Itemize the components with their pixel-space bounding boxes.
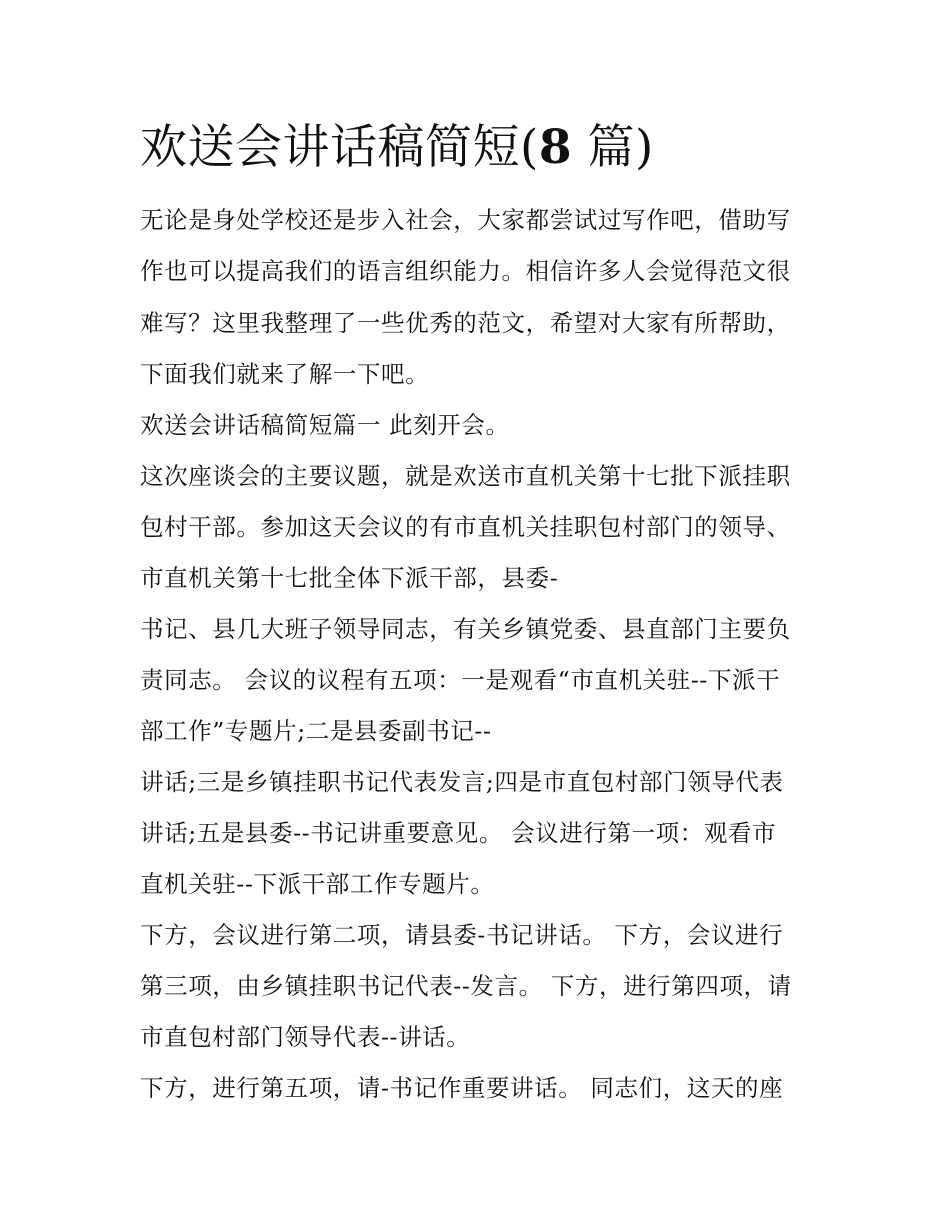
paragraph-line-13: 讲话;五是县委--书记讲重要意见。 会议进行第一项：观看市 [140, 819, 777, 847]
title-text-end: 篇) [572, 120, 654, 175]
paragraph-line-18: 下方，进行第五项，请-书记作重要讲话。 同志们，这天的座 [140, 1074, 784, 1102]
paragraph-line-1: 无论是身处学校还是步入社会，大家都尝试过写作吧，借助写 [140, 206, 791, 234]
paragraph-line-2: 作也可以提高我们的语言组织能力。相信许多人会觉得范文很 [140, 257, 791, 285]
paragraph-line-9: 书记、县几大班子领导同志，有关乡镇党委、县直部门主要负 [140, 615, 791, 643]
paragraph-line-4: 下面我们就来了解一下吧。 [140, 360, 430, 388]
section-heading-line: 欢送会讲话稿简短篇一 此刻开会。 [140, 411, 510, 439]
paragraph-line-16: 第三项，由乡镇挂职书记代表--发言。 下方，进行第四项，请 [140, 972, 792, 1000]
paragraph-line-10: 责同志。 会议的议程有五项：一是观看“市直机关驻--下派干 [140, 666, 781, 694]
paragraph-line-7: 包村干部。参加这天会议的有市直机关挂职包村部门的领导、 [140, 513, 791, 541]
paragraph-line-6: 这次座谈会的主要议题，就是欢送市直机关第十七批下派挂职 [140, 462, 791, 490]
paragraph-line-14: 直机关驻--下派干部工作专题片。 [140, 870, 495, 898]
paragraph-line-12: 讲话;三是乡镇挂职书记代表发言;四是市直包村部门领导代表 [140, 768, 784, 796]
title-text-start: 欢送会讲话稿简短( [140, 120, 539, 175]
paragraph-line-8: 市直机关第十七批全体下派干部，县委- [140, 564, 559, 592]
paragraph-line-17: 市直包村部门领导代表--讲话。 [140, 1023, 471, 1051]
document-title [140, 118, 840, 178]
paragraph-line-15: 下方，会议进行第二项，请县委-书记讲话。 下方，会议进行 [140, 921, 784, 949]
title-count: 8 [538, 120, 573, 175]
paragraph-line-11: 部工作”专题片;二是县委副书记-- [140, 717, 492, 745]
paragraph-line-3: 难写？这里我整理了一些优秀的范文，希望对大家有所帮助， [140, 309, 791, 337]
